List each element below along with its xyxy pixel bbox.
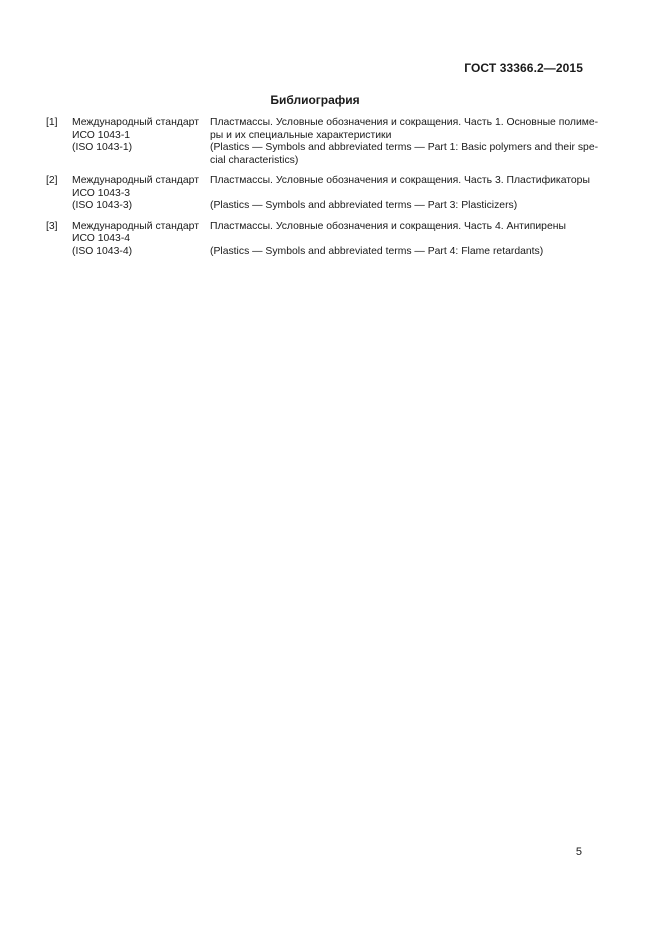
title-en-line: cial characteristics) <box>210 154 299 166</box>
source-designation: ИСО 1043-4 <box>72 233 131 244</box>
entry-title <box>210 221 586 259</box>
entry-number: [3] <box>46 220 58 232</box>
title-en-line: (Plastics — Symbols and abbreviated terms — Part 3: Plasticizers) <box>210 200 518 211</box>
bibliography-list <box>46 117 599 266</box>
source-type: Международный стандарт <box>72 117 199 128</box>
title-ru-line: ры и их специальные характеристики <box>210 129 392 141</box>
document-code-header: ГОСТ 33366.2—2015 <box>464 61 583 75</box>
entry-source <box>72 117 210 167</box>
bibliography-entry <box>46 221 586 259</box>
title-en-line: (Plastics — Symbols and abbreviated terms — Part 1: Basic polymers and their spe- <box>210 142 599 153</box>
entry-source <box>72 175 210 213</box>
source-designation-en: (ISO 1043-4) <box>72 245 133 257</box>
source-type: Международный стандарт <box>72 220 199 232</box>
entry-title <box>210 175 590 213</box>
section-title: Библиография <box>270 93 360 107</box>
entry-source <box>72 221 210 259</box>
bibliography-entry <box>46 117 599 167</box>
title-en-line: (Plastics — Symbols and abbreviated terms — Part 4: Flame retardants) <box>210 245 544 257</box>
title-ru-line: Пластмассы. Условные обозначения и сокращения. Часть 4. Антипирены <box>210 220 566 232</box>
title-ru-line: Пластмассы. Условные обозначения и сокращения. Часть 3. Пластификаторы <box>210 175 590 186</box>
title-ru-line: Пластмассы. Условные обозначения и сокращения. Часть 1. Основные полиме- <box>210 117 599 128</box>
page-number: 5 <box>575 846 582 858</box>
entry-number: [1] <box>46 117 58 128</box>
source-designation: ИСО 1043-3 <box>72 187 131 199</box>
source-designation-en: (ISO 1043-3) <box>72 200 133 211</box>
source-designation-en: (ISO 1043-1) <box>72 142 133 153</box>
bibliography-entry <box>46 175 590 213</box>
source-type: Международный стандарт <box>72 175 199 186</box>
entry-number: [2] <box>46 175 58 186</box>
entry-title <box>210 117 598 167</box>
source-designation: ИСО 1043-1 <box>72 129 131 141</box>
